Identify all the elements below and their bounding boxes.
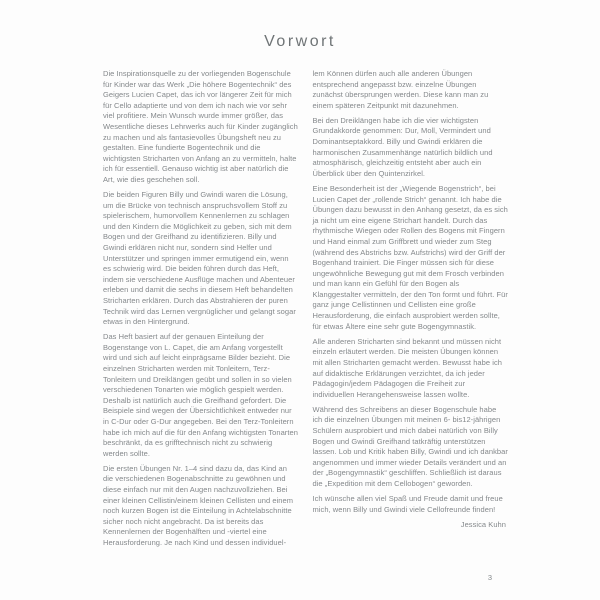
paragraph-heft-basiert: Das Heft basiert auf der genauen Einteilung der Bogenstange von L. Capet, die am Anfang vorgestellt wird und sich auf leicht einprägsame Bilder bezieht. Die einzelnen Stricharten werden mit Tonleitern, Terz-Tonleitern und Dreiklängen geübt und sollen in so vielen verschiedenen Tonarten wie möglich gespielt werden. Deshalb ist natürlich auch die Greifhand gefordert. Die Beispiele sind wegen der Übersichtlichkeit entweder nur in C-Dur oder G-Dur angegeben. Bei den Terz-Tonleitern habe ich mich auf die für den Anfang wichtigsten Tonarten beschränkt, da es grifftechnisch nicht zu schwierig werden sollte. xyxy=(103,332,298,458)
right-column xyxy=(313,69,509,553)
paragraph-dreiklaenge: Bei den Dreiklängen habe ich die vier wichtigsten Grundakkorde genommen: Dur, Moll, Vermindert und Dominantseptakkord. Billy und Gwindi erklären die harmonischen Zusammenhänge natürlich bildlich und atmosphärisch, gleichzeitig entsteht aber auch ein Überblick über den Quintenzirkel. xyxy=(312,115,493,178)
paragraph-erste-uebungen: Die ersten Übungen Nr. 1–4 sind dazu da, das Kind an die verschiedenen Bogenabschnitte zu gewöhnen und diese einfach nur mit den Augen nachzuvollziehen. Bei einer kleinen Cellistin/einem kleinen Cellisten und einem noch kurzen Bogen ist die Einteilung in Achtelabschnitte sicher noch nicht angebracht. Da ist bereits das Kennenlernen der Bogenhälften und -viertel eine Herausforderung. Je nach Kind und dessen individuel- xyxy=(103,463,294,548)
paragraph-schreiben-bogenschule: Während des Schreibens an dieser Bogenschule habe ich die einzelnen Übungen mit meinen 6- bis12-jährigen Schülern ausprobiert und mich dabei natürlich von Billy Bogen und Gwindi Greifhand tatkräftig unterstützen lassen. Lob und Kritik haben Billy, Gwindi und ich dankbar angenommen und immer wieder Details verändert und an der „Bogengymnastik“ geschliffen. Schließlich ist daraus die „Expedition mit dem Cellobogen“ geworden. xyxy=(312,404,508,488)
left-column xyxy=(103,69,299,553)
author-signature: Jessica Kuhn xyxy=(460,520,506,530)
paragraph-inspiration: Die Inspirationsquelle zu der vorliegenden Bogenschule für Kinder war das Werk „Die höhere Bogentechnik“ des Geigers Lucien Capet, das ich vor längerer Zeit für mich für Cello adaptierte und von dem ich nach wie vor sehr viel profitiere. Mein Wunsch wurde immer größer, das Wesentliche dieses Lehrwerks auch für Kinder zugänglich zu machen und als fantasievolles Übungsheft neu zu gestalten. Eine fundierte Bogentechnik und die wichtigsten Stricharten von Anfang an zu vermitteln, halte ich für essentiell. Genauso wichtig ist aber natürlich die Art, wie dies geschehen soll. xyxy=(103,69,298,184)
page-number: 3 xyxy=(487,573,493,582)
paragraph-wiegender-bogenstrich: Eine Besonderheit ist der „Wiegende Bogenstrich“, bei Lucien Capet der „rollende Strich“ genannt. Ich habe die Übungen dazu bewusst in den Anhang gesetzt, da es sich ja nicht um eine eigene Strichart handelt. Durch das rhythmische Wiegen oder Rollen des Bogens mit Fingern und Hand einmal zum Griffbrett und wieder zum Steg (während des Abstrichs bzw. Aufstrichs) wird der Griff der Bogenhand trainiert. Die Finger müssen sich für diese ungewöhnliche Bewegung gut mit dem Frosch verbinden und man kann ein Gefühl für den Bogen als Klanggestalter vermitteln, der den Ton formt und führt. Für ganz junge Cellistinnen und Cellisten eine große Herausforderung, die einfach ausprobiert werden sollte, für etwas Ältere eine sehr gute Bogengymnastik. xyxy=(312,183,508,331)
paragraph-figuren-billy-gwindi: Die beiden Figuren Billy und Gwindi waren die Lösung, um die Brücke von technisch anspruchsvollem Stoff zu spielerischem, humorvollem Kennenlernen zu schlagen und den Kindern die Möglichkeit zu geben, sich mit dem Bogen und der Greifhand zu identifizieren. Billy und Gwindi erklären nicht nur, sondern sind Helfer und Unterstützer und springen immer ermutigend ein, wenn es schwierig wird. Die beiden führen durch das Heft, indem sie verschiedene Ausflüge machen und Abenteuer erleben und damit die sechs in diesem Heft behandelten Stricharten erklären. Durch das Abstrahieren der puren Technik wird das Lernen vergnüglicher und gelangt sogar etwas in den Hintergrund. xyxy=(103,190,296,327)
paragraph-koennen-fortsetzung: lem Können dürfen auch alle anderen Übungen entsprechend angepasst bzw. einzelne Übungen zunächst übersprungen werden. Diese kann man zu einem späteren Zeitpunkt mit dazunehmen. xyxy=(312,69,489,110)
text-columns xyxy=(103,69,508,553)
paragraph-wunsch: Ich wünsche allen viel Spaß und Freude damit und freue mich, wenn Billy und Gwindi viele Cellofreunde finden! xyxy=(312,494,503,514)
paragraph-andere-stricharten: Alle anderen Stricharten sind bekannt und müssen nicht einzeln erläutert werden. Die meisten Übungen können mit allen Stricharten gemacht werden. Bewusst habe ich auf didaktische Erklärungen verzichtet, da ich jeder Pädagogin/jedem Pädagogen die Freiheit zur individuellen Herangehensweise lassen wollte. xyxy=(312,336,502,399)
page-title: Vorwort xyxy=(264,33,336,50)
